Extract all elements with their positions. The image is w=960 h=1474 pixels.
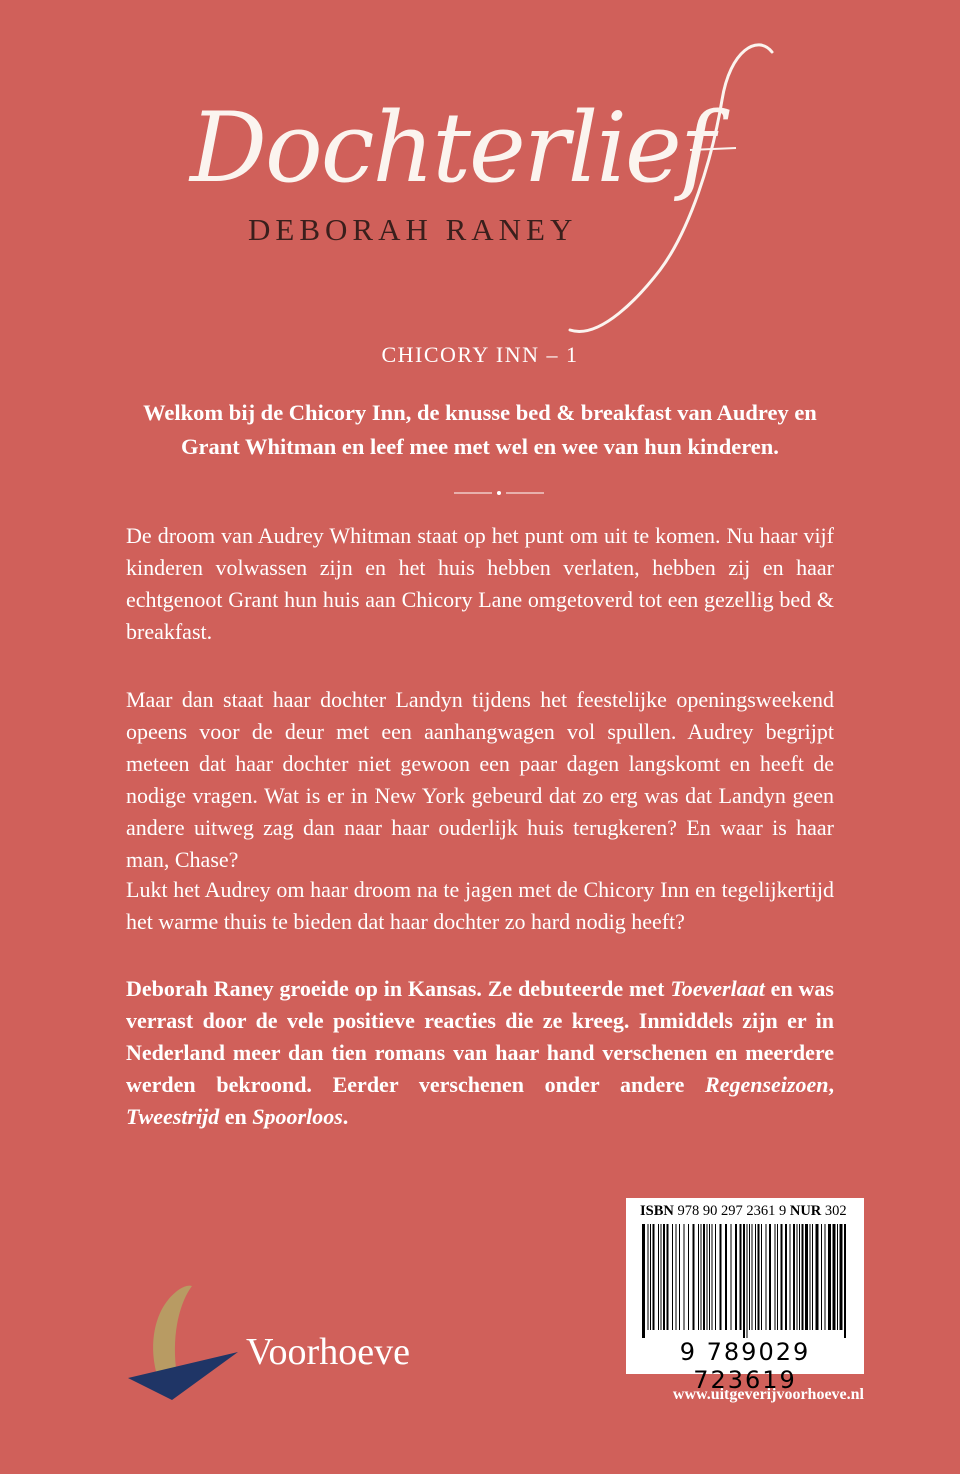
- barcode-bar: [663, 1224, 665, 1330]
- barcode-bar: [793, 1224, 795, 1330]
- publisher-name: Voorhoeve: [246, 1331, 410, 1373]
- bio-book-title: Spoorloos: [252, 1104, 343, 1129]
- publisher-logo-icon: [128, 1282, 238, 1402]
- title-flourish: [540, 40, 800, 340]
- bio-text: Deborah Raney groeide op in Kansas. Ze debuteerde met: [126, 976, 671, 1001]
- barcode-bar: [821, 1224, 822, 1330]
- barcode-bars: [640, 1224, 850, 1338]
- barcode-bar: [740, 1224, 742, 1330]
- barcode-bar: [749, 1224, 750, 1330]
- barcode-bar: [731, 1224, 732, 1330]
- bio-text: ,: [828, 1072, 834, 1097]
- barcode-bar: [698, 1224, 699, 1330]
- barcode-bar: [658, 1224, 659, 1330]
- barcode-bar: [781, 1224, 783, 1330]
- isbn-number: 978 90 297 2361 9: [677, 1203, 787, 1219]
- barcode-box: [626, 1198, 864, 1394]
- blurb-paragraph: De droom van Audrey Whitman staat op het punt om uit te komen. Nu haar vijf kinderen volwassen zijn en het huis hebben verlaten, hebben zij en haar echtgenoot Grant hun huis aan Chicory Lane omgetoverd tot een gezellig bed & breakfast.: [126, 523, 834, 644]
- blurb-paragraph: Maar dan staat haar dochter Landyn tijdens het feestelijke openingsweekend opeens voor de deur met een aanhangwagen vol spullen. Audrey begrijpt meteen dat haar dochter niet gewoon een paar dagen langskomt en heeft de nodige vragen. Wat is er in New York gebeurd dat zo erg was dat Landyn geen andere uitweg zag dan naar haar ouderlijk huis terugkeren? En waar is haar man, Chase?: [126, 687, 834, 872]
- barcode-bar: [688, 1224, 689, 1330]
- barcode-bar: [661, 1224, 662, 1330]
- series-label: CHICORY INN – 1: [381, 342, 579, 367]
- barcode-bar: [642, 1224, 645, 1338]
- barcode-bar: [785, 1224, 787, 1330]
- barcode-bar: [703, 1224, 705, 1330]
- barcode-bar: [837, 1224, 838, 1330]
- barcode-bar: [712, 1224, 713, 1330]
- barcode-bar: [775, 1224, 776, 1330]
- barcode-bar: [844, 1224, 846, 1338]
- barcode-bar: [802, 1224, 804, 1330]
- barcode-bar: [790, 1224, 791, 1330]
- barcode-bar: [766, 1224, 767, 1330]
- barcode-bar: [743, 1224, 745, 1338]
- bio-book-title: Toeverlaat: [670, 976, 765, 1001]
- barcode-bar: [684, 1224, 685, 1330]
- barcode-bar: [701, 1224, 702, 1330]
- barcode-bar: [805, 1224, 808, 1330]
- barcode-bar: [667, 1224, 669, 1330]
- bio-text: en: [219, 1104, 253, 1129]
- barcode-bar: [810, 1224, 811, 1330]
- barcode-bar: [648, 1224, 649, 1330]
- barcode-bar: [715, 1224, 716, 1330]
- barcode-bar: [755, 1224, 756, 1330]
- barcode-bar: [709, 1224, 710, 1330]
- author-name: DEBORAH RANEY: [248, 212, 578, 247]
- nur-label: NUR: [789, 1203, 822, 1219]
- barcode-bar: [707, 1224, 708, 1330]
- barcode-bar: [769, 1224, 771, 1330]
- barcode-bar: [797, 1224, 798, 1330]
- divider-ornament: [454, 487, 544, 499]
- bio-text: en was verrast door de vele positieve reacties die ze kreeg. Inmiddels zijn er in Nederland meer dan tien romans van haar hand verschenen en meerdere werden bekroond. Eerder verschenen onder andere: [126, 976, 834, 1097]
- barcode-bar: [825, 1224, 826, 1330]
- barcode-bar: [777, 1224, 778, 1330]
- barcode-bar: [676, 1224, 677, 1330]
- book-title: Dochterlief: [190, 92, 714, 204]
- bio-text: .: [342, 1104, 349, 1129]
- barcode-bar: [650, 1224, 651, 1330]
- barcode-bar: [693, 1224, 695, 1330]
- intro-text: Welkom bij de Chicory Inn, de knusse bed & breakfast van Audrey en Grant Whitman en leef mee met wel en wee van hun kinderen.: [143, 400, 817, 459]
- nur-number: 302: [824, 1203, 847, 1219]
- barcode-bar: [720, 1224, 722, 1330]
- barcode-bar: [679, 1224, 680, 1330]
- barcode-bar: [833, 1224, 836, 1330]
- publisher-website[interactable]: www.uitgeverijvoorhoeve.nl: [672, 1386, 864, 1403]
- barcode-bar: [672, 1224, 673, 1330]
- barcode-bar: [725, 1224, 727, 1330]
- author-bio: [126, 973, 834, 1133]
- barcode-bar: [735, 1224, 737, 1330]
- barcode-bar: [816, 1224, 819, 1330]
- isbn-line: [640, 1203, 847, 1220]
- barcode-bar: [747, 1224, 748, 1338]
- blurb-paragraph: Lukt het Audrey om haar droom na te jagen met de Chicory Inn en tegelijkertijd het warme thuis te bieden dat haar dochter zo hard nodig heeft?: [126, 877, 834, 934]
- barcode-bar: [758, 1224, 760, 1330]
- barcode-bar: [761, 1224, 762, 1330]
- bio-book-title: Tweestrijd: [126, 1104, 220, 1129]
- barcode-bar: [752, 1224, 753, 1330]
- barcode-bar: [812, 1224, 813, 1330]
- barcode-bar: [828, 1224, 831, 1330]
- bio-book-title: Regenseizoen: [705, 1072, 829, 1097]
- barcode-bar: [653, 1224, 655, 1330]
- isbn-label: ISBN: [640, 1203, 674, 1219]
- barcode-bar: [799, 1224, 800, 1330]
- barcode-bar: [840, 1224, 843, 1330]
- barcode-digits: 9 789029 723619: [679, 1338, 811, 1394]
